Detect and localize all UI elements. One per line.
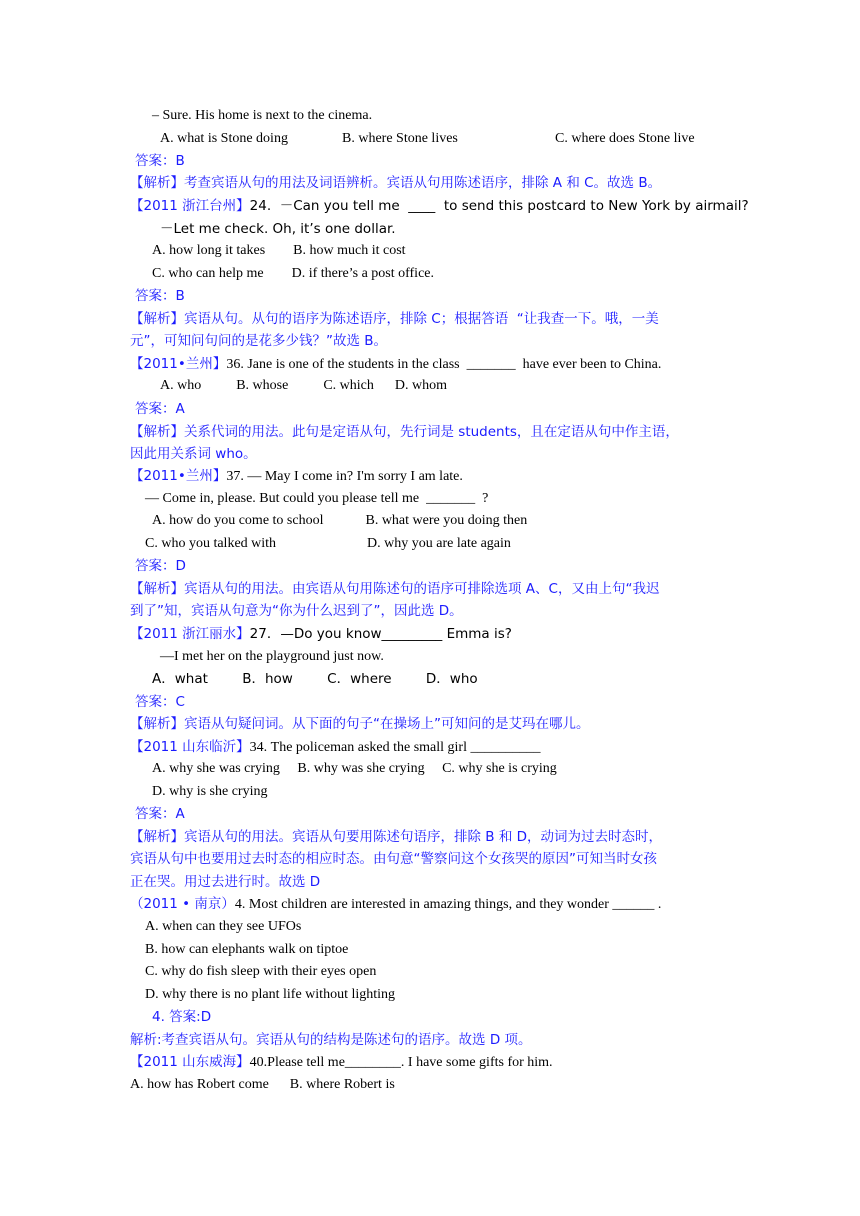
- text-segment: 【2011 山东临沂】: [130, 739, 250, 755]
- text-line: [130, 873, 320, 891]
- text-line: [152, 1008, 211, 1026]
- text-line: [130, 828, 662, 846]
- text-segment: 【解析】: [130, 716, 184, 732]
- text-segment: 答案：A: [135, 806, 185, 822]
- text-line: [152, 265, 434, 283]
- text-line: [130, 355, 661, 373]
- text-segment: —I met her on the playground just now.: [160, 649, 384, 664]
- text-segment: 【解析】: [130, 311, 184, 327]
- text-line: [130, 423, 679, 441]
- text-line: [160, 220, 396, 238]
- text-segment: C. who you talked with D. why you are late again: [145, 536, 511, 551]
- text-segment: 宾语从句疑问词。从下面的句子“在操场上”可知问的是艾玛在哪儿。: [184, 716, 590, 732]
- text-line: [135, 152, 185, 170]
- text-line: [145, 918, 301, 936]
- text-line: [135, 557, 186, 575]
- text-segment: 到了”知，宾语从句意为“你为什么迟到了”，因此选 D。: [130, 603, 463, 619]
- text-segment: 答案：B: [135, 153, 185, 169]
- text-segment: 答案：D: [135, 558, 186, 574]
- text-line: [130, 850, 657, 868]
- text-line: [130, 445, 257, 463]
- text-segment: 27．—Do you know_________ Emma is?: [249, 626, 512, 642]
- text-segment: A. how has Robert come B. where Robert is: [130, 1077, 395, 1092]
- text-segment: A．what B．how C．where D．who: [152, 671, 478, 687]
- text-segment: 宾语从句的用法。由宾语从句用陈述句的语序可排除选项 A、C，又由上句“我迟: [184, 581, 660, 597]
- text-segment: D. why is she crying: [152, 784, 268, 799]
- text-line: [152, 760, 557, 778]
- text-segment: 答案：C: [135, 694, 185, 710]
- text-line: [130, 1031, 532, 1049]
- text-segment: 【2011•兰州】: [130, 468, 227, 484]
- text-segment: 因此用关系词 who。: [130, 446, 257, 462]
- text-line: [130, 1076, 395, 1094]
- text-segment: 34. The policeman asked the small girl __________: [249, 740, 541, 755]
- text-segment: 考查宾语从句的用法及词语辨析。宾语从句用陈述语序，排除 A 和 C。故选 B。: [184, 175, 662, 191]
- text-segment: 24. －Can you tell me ____ to send this postcard to New York by airmail?: [249, 198, 749, 214]
- text-line: [130, 895, 661, 913]
- text-segment: 【解析】: [130, 581, 184, 597]
- text-line: [145, 535, 511, 553]
- text-line: [130, 310, 659, 328]
- option-b: B. where Stone lives: [342, 131, 458, 146]
- text-segment: 正在哭。用过去进行时。故选 D: [130, 874, 321, 890]
- text-segment: 【解析】: [130, 829, 184, 845]
- text-line: [145, 963, 376, 981]
- text-segment: －Let me check. Oh, it’s one dollar.: [160, 221, 396, 237]
- text-line: [145, 490, 488, 508]
- text-segment: A. how long it takes B. how much it cost: [152, 243, 406, 258]
- text-segment: 解析:考查宾语从句。宾语从句的结构是陈述句的语序。故选 D 项。: [130, 1032, 532, 1048]
- text-line: [152, 107, 372, 125]
- text-line: [130, 738, 540, 756]
- text-line: [135, 400, 185, 418]
- text-line: [145, 941, 348, 959]
- text-segment: 4. 答案:D: [152, 1009, 212, 1025]
- text-line: [152, 783, 268, 801]
- option-c: C. where does Stone live: [555, 131, 695, 146]
- text-segment: （2011 • 南京）: [130, 896, 235, 912]
- text-segment: A. how do you come to school B. what were you doing then: [152, 513, 528, 528]
- text-segment: 【2011 山东威海】: [130, 1054, 250, 1070]
- text-segment: C. who can help me D. if there’s a post office.: [152, 266, 435, 281]
- text-segment: C. why do fish sleep with their eyes open: [145, 964, 377, 979]
- text-line: [130, 715, 590, 733]
- text-segment: — Come in, please. But could you please tell me _______ ?: [145, 491, 489, 506]
- text-segment: 【解析】: [130, 175, 184, 191]
- text-segment: 关系代词的用法。此句是定语从句，先行词是 students，且在定语从句中作主语，: [184, 424, 679, 440]
- text-segment: 答案：B: [135, 288, 185, 304]
- text-line: [130, 625, 512, 643]
- text-segment: 【2011 浙江台州】: [130, 198, 250, 214]
- text-line: [135, 693, 185, 711]
- text-line: [130, 467, 463, 485]
- text-segment: 宾语从句中也要用过去时态的相应时态。由句意“警察问这个女孩哭的原因”可知当时女孩: [130, 851, 657, 867]
- text-segment: 【解析】: [130, 424, 184, 440]
- text-line: [130, 332, 387, 350]
- text-segment: 36. Jane is one of the students in the class _______ have ever been to China.: [226, 357, 662, 372]
- text-segment: 40.Please tell me________. I have some gifts for him.: [249, 1055, 553, 1070]
- text-segment: A. why she was crying B. why was she crying C. why she is crying: [152, 761, 557, 776]
- text-line: [130, 1053, 553, 1071]
- text-line: [160, 648, 384, 666]
- text-segment: 【2011 浙江丽水】: [130, 626, 250, 642]
- text-line: [160, 377, 447, 395]
- text-line: [145, 986, 395, 1004]
- text-segment: 4. Most children are interested in amazing things, and they wonder ______ .: [234, 897, 662, 912]
- text-segment: B. how can elephants walk on tiptoe: [145, 942, 349, 957]
- text-line: [130, 602, 463, 620]
- text-segment: A. who B. whose C. which D. whom: [160, 378, 447, 393]
- text-segment: 元”，可知问句问的是花多少钱？”故选 B。: [130, 333, 388, 349]
- text-segment: A. when can they see UFOs: [145, 919, 302, 934]
- text-segment: 答案：A: [135, 401, 185, 417]
- option-a: A. what is Stone doing: [160, 131, 288, 146]
- text-segment: 宾语从句的用法。宾语从句要用陈述句语序，排除 B 和 D，动词为过去时态时，: [184, 829, 663, 845]
- text-line: [130, 174, 661, 192]
- text-segment: D. why there is no plant life without lighting: [145, 987, 396, 1002]
- text-line: [130, 580, 659, 598]
- text-segment: 37. — May I come in? I'm sorry I am late.: [226, 469, 463, 484]
- text-line: [152, 670, 478, 688]
- text-segment: – Sure. His home is next to the cinema.: [152, 108, 373, 123]
- text-segment: 宾语从句。从句的语序为陈述语序，排除 C；根据答语 “让我查一下。哦，一美: [184, 311, 659, 327]
- text-line: [152, 512, 527, 530]
- text-segment: 【2011•兰州】: [130, 356, 227, 372]
- text-line: [130, 197, 749, 215]
- text-line: [135, 805, 185, 823]
- text-line: [152, 242, 406, 260]
- text-line: [135, 287, 185, 305]
